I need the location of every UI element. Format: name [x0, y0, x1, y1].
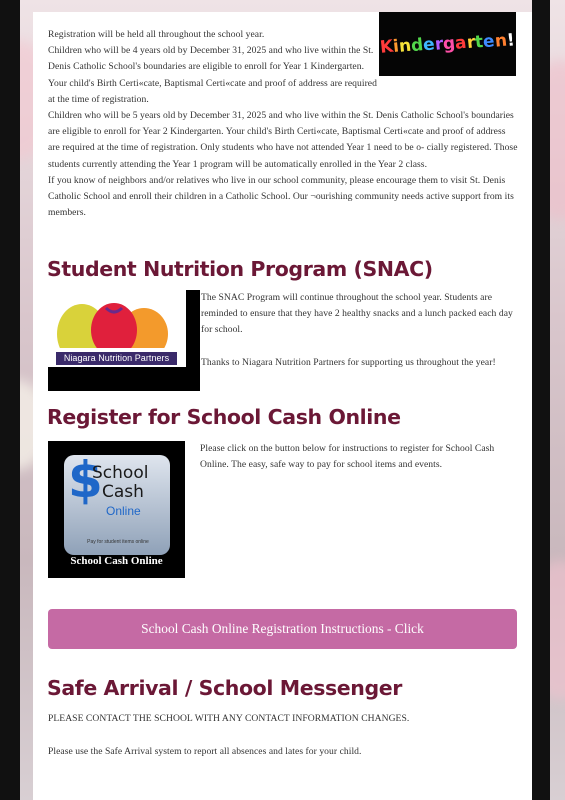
school-cash-logo-caption: School Cash Online: [70, 555, 163, 567]
niagara-nutrition-logo: [48, 290, 200, 391]
snac-text-block: [48, 290, 518, 391]
snac-paragraph: The SNAC Program will continue throughout the school year. Students are reminded to ensure that they have 2 healthy snacks and a lunch packed each day for school.: [201, 292, 513, 336]
school-cash-logo-line1: School: [92, 463, 149, 483]
left-border: [0, 0, 20, 800]
intro-paragraph: Registration will be held all throughout the school year.: [48, 29, 265, 40]
kindergarten-logo-text: Kindergarten!: [379, 30, 516, 58]
school-cash-paragraph: Please click on the button below for instructions to register for School Cash Online. The easy, safe way to pay for school items and events.: [200, 443, 495, 471]
school-cash-heading: Register for School Cash Online: [47, 405, 401, 429]
intro-paragraph: If you know of neighbors and/or relatives who live in our school community, please encourage them to visit St. Denis Catholic School and enroll their children in a Catholic School. Our ¬ourishing community needs active support from its members.: [48, 174, 514, 219]
right-border: [532, 0, 550, 800]
safe-arrival-instructions: Please use the Safe Arrival system to report all absences and lates for your child.: [48, 746, 362, 757]
school-cash-instructions-button[interactable]: School Cash Online Registration Instructions - Click: [48, 609, 517, 649]
school-cash-logo-tagline: Pay for student items online: [87, 539, 149, 545]
intro-paragraph: Children who will be 5 years old by December 31, 2025 and who live within the St. Denis Catholic School's boundaries are eligible to enroll for Year 2 Kindergarten. Your child's Birth Certi«cate, Baptismal Certi«cate and proof of address are required at the time of registration. Only students who have not attended Year 1 need to be o- cially registered. Those students currently attending the Year 1 program will be automatically enrolled in the Year 2 class.: [48, 110, 518, 170]
kindergarten-registration-text: [48, 27, 518, 221]
school-cash-logo-line3: Online: [106, 504, 141, 518]
niagara-logo-caption: Niagara Nutrition Partners: [56, 352, 177, 365]
school-cash-logo-line2: Cash: [102, 482, 144, 502]
newsletter-page: [33, 12, 532, 800]
snac-thanks-paragraph: Thanks to Niagara Nutrition Partners for supporting us throughout the year!: [201, 356, 496, 368]
safe-arrival-heading: Safe Arrival / School Messenger: [47, 676, 402, 700]
school-cash-logo: [48, 441, 185, 578]
snac-heading: Student Nutrition Program (SNAC): [47, 257, 433, 281]
contact-info-notice: PLEASE CONTACT THE SCHOOL WITH ANY CONTACT INFORMATION CHANGES.: [48, 713, 410, 724]
dollar-icon: $: [68, 451, 103, 509]
intro-paragraph: Children who will be 4 years old by December 31, 2025 and who live within the St. Denis Catholic School's boundaries are eligible to enroll for Year 1 Kindergarten. Your child's Birth Certi«cate, Baptismal Certi«cate and proof of address are required at the time of registration.: [48, 45, 377, 105]
